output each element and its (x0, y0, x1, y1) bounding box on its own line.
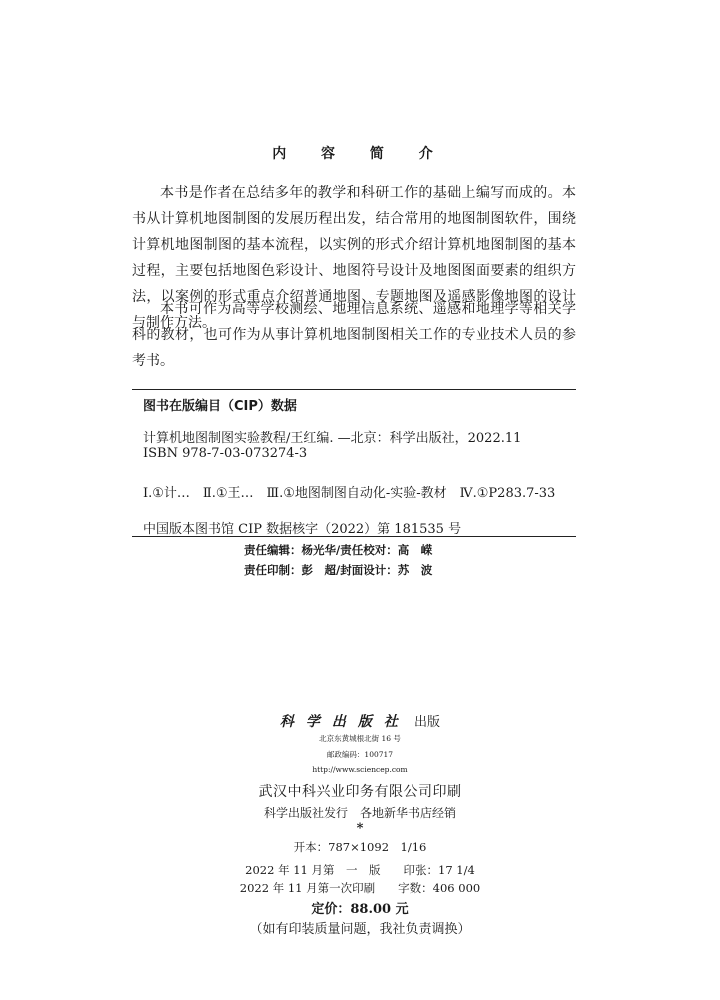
staff-production-line: 责任印制：彭 超/封面设计：苏 波 (244, 563, 433, 577)
publisher-line (0, 711, 720, 731)
publisher-postcode: 邮政编码：100717 (326, 750, 394, 759)
edition-line: 2022 年 11 月第 一 版 印张：17 1/4 (245, 863, 475, 877)
cip-record-number-line: 中国版本图书馆 CIP 数据核字（2022）第 181535 号 (143, 522, 462, 537)
cip-top-rule (132, 389, 576, 390)
publisher-address: 北京东黄城根北街 16 号 (319, 734, 401, 743)
page-title: 内 容 简 介 (272, 146, 448, 162)
publisher-suffix: 出版 (409, 715, 441, 730)
printing-line: 2022 年 11 月第一次印刷 字数：406 000 (239, 881, 481, 895)
separator-star: * (356, 821, 364, 836)
publisher-logo-part-2: 版社 (357, 714, 410, 730)
intro-paragraph-1: 本书是作者在总结多年的教学和科研工作的基础上编写而成的。本书从计算机地图制图的发展历程出发，结合常用的地图制图软件，围绕计算机地图制图的基本流程，以实例的形式介绍计算机地图制图的基本过程，主要包括地图色彩设计、地图符号设计及地图图面要素的组织方法，以案例的形式重点介绍普通地图、专题地图及遥感影像地图的设计与制作方法。 (132, 185, 576, 331)
distribution-line: 科学出版社发行 各地新华书店经销 (263, 806, 456, 820)
intro-paragraph-2: 本书可作为高等学校测绘、地理信息系统、遥感和地理学等相关学科的教材，也可作为从事计算机地图制图相关工作的专业技术人员的参考书。 (132, 301, 576, 369)
printer-line: 武汉中科兴业印务有限公司印刷 (258, 784, 462, 800)
cip-heading: 图书在版编目（CIP）数据 (143, 399, 297, 414)
cip-classification-line: Ⅰ.①计… Ⅱ.①王… Ⅲ.①地图制图自动化-实验-教材 Ⅳ.①P283.7-33 (143, 486, 556, 501)
publisher-logo-part-1: 科学出 (279, 714, 358, 730)
publisher-logo (280, 714, 410, 730)
cip-isbn-line: ISBN 978-7-03-073274-3 (143, 446, 308, 461)
price-line: 定价：88.00 元 (311, 902, 409, 917)
staff-editors-line: 责任编辑：杨光华/责任校对：高 嵘 (244, 543, 433, 557)
format-line: 开本：787×1092 1/16 (293, 840, 427, 854)
cip-title-line: 计算机地图制图实验教程/王红编. —北京：科学出版社，2022.11 (143, 431, 522, 446)
cip-bottom-rule (132, 536, 576, 537)
publisher-url: http://www.sciencep.com (312, 765, 408, 774)
quality-notice: （如有印装质量问题，我社负责调换） (249, 922, 471, 937)
